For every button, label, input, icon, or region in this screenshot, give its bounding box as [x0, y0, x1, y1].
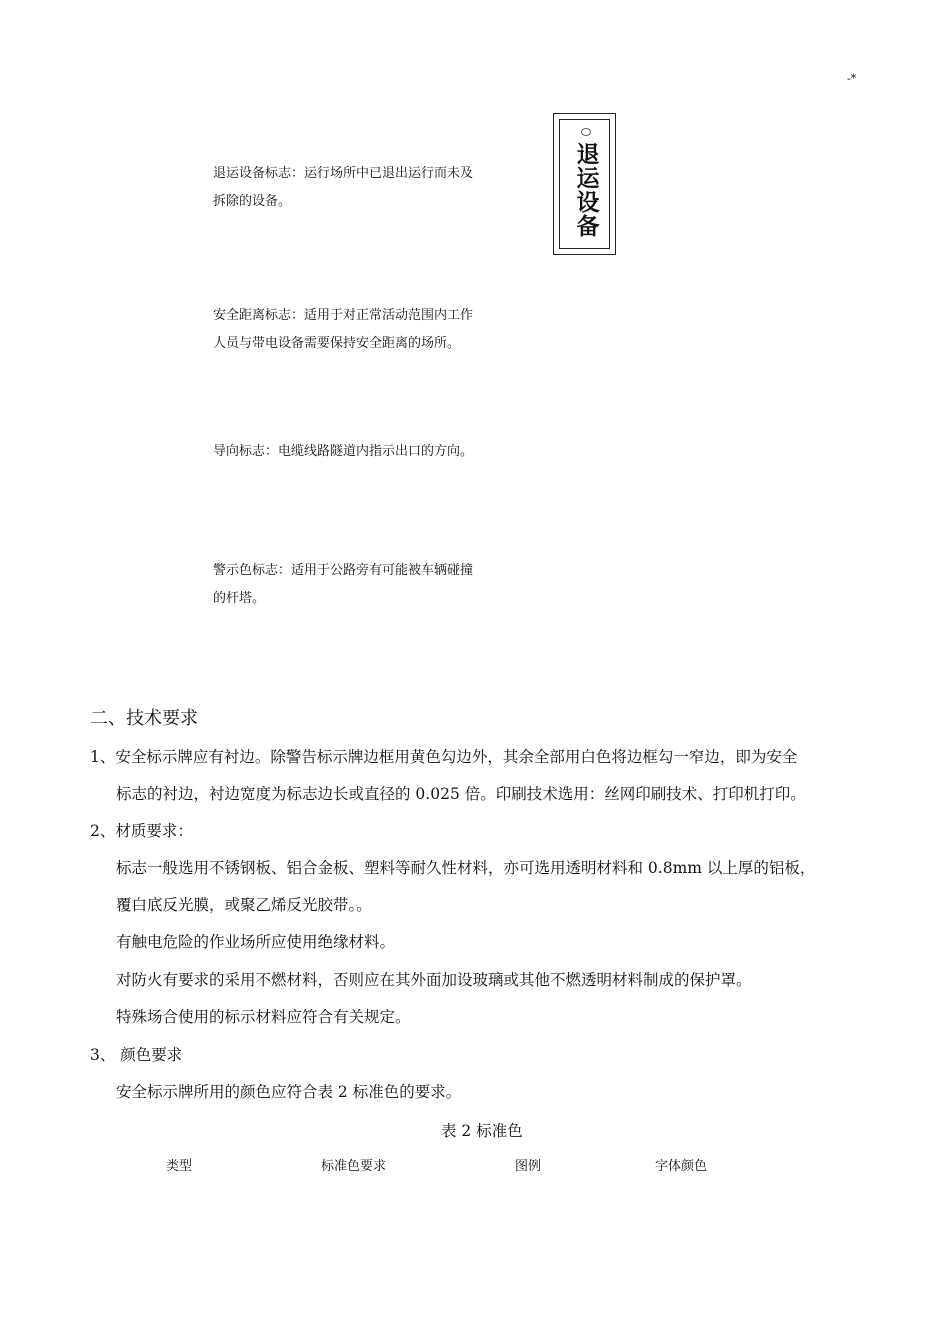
- table-caption: 表 2 标准色: [441, 1122, 523, 1140]
- paragraph-line: 1、安全标示牌应有衬边。除警告标示牌边框用黄色勾边外，其余全部用白色将边框勾一窄边，即为安全: [90, 748, 798, 766]
- retired-equipment-tag: [553, 113, 616, 255]
- paragraph-line: 标志一般选用不锈钢板、铝合金板、塑料等耐久性材料，亦可选用透明材料和 0.8mm 以上厚的铝板，: [116, 859, 816, 877]
- desc-line: 拆除的设备。: [213, 194, 292, 209]
- table-header-standard-color: 标准色要求: [321, 1159, 387, 1174]
- desc-line: 退运设备标志：运行场所中已退出运行而未及: [213, 166, 474, 181]
- page-header-mark: -*: [847, 72, 857, 85]
- desc-line: 导向标志：电缆线路隧道内指示出口的方向。: [213, 444, 474, 459]
- hang-hole-icon: [581, 128, 591, 136]
- paragraph-line: 特殊场合使用的标示材料应符合有关规定。: [116, 1008, 411, 1026]
- paragraph-line: 有触电危险的作业场所应使用绝缘材料。: [116, 933, 396, 951]
- paragraph-line: 标志的衬边，衬边宽度为标志边长或直径的 0.025 倍。印刷技术选用：丝网印刷技术、打印机打印。: [116, 785, 806, 803]
- sign-desc-safety-distance: [213, 302, 473, 358]
- sign-desc-direction: [213, 438, 473, 466]
- table-header-font-color: 字体颜色: [655, 1159, 708, 1174]
- desc-line: 安全距离标志：适用于对正常活动范围内工作: [213, 308, 474, 323]
- desc-line: 的杆塔。: [213, 591, 266, 606]
- section-title: 二、技术要求: [90, 708, 198, 729]
- table-header-legend: 图例: [515, 1159, 542, 1174]
- sign-desc-retired-equipment: [213, 160, 473, 216]
- paragraph-line: 对防火有要求的采用不燃材料，否则应在其外面加设玻璃或其他不燃透明材料制成的保护罩。: [116, 971, 752, 989]
- paragraph-heading: 2、材质要求：: [90, 822, 193, 840]
- desc-line: 人员与带电设备需要保持安全距离的场所。: [213, 336, 461, 351]
- desc-line: 警示色标志：适用于公路旁有可能被车辆碰撞: [213, 563, 474, 578]
- paragraph-line: 覆白底反光膜，或聚乙烯反光胶带。。: [116, 896, 372, 914]
- sign-desc-warning-color: [213, 557, 473, 613]
- paragraph-heading: 3、 颜色要求: [90, 1046, 183, 1064]
- paragraph-line: 安全标示牌所用的颜色应符合表 2 标准色的要求。: [116, 1083, 462, 1101]
- table-header-type: 类型: [166, 1159, 193, 1174]
- tag-label: 退运设备: [572, 142, 599, 238]
